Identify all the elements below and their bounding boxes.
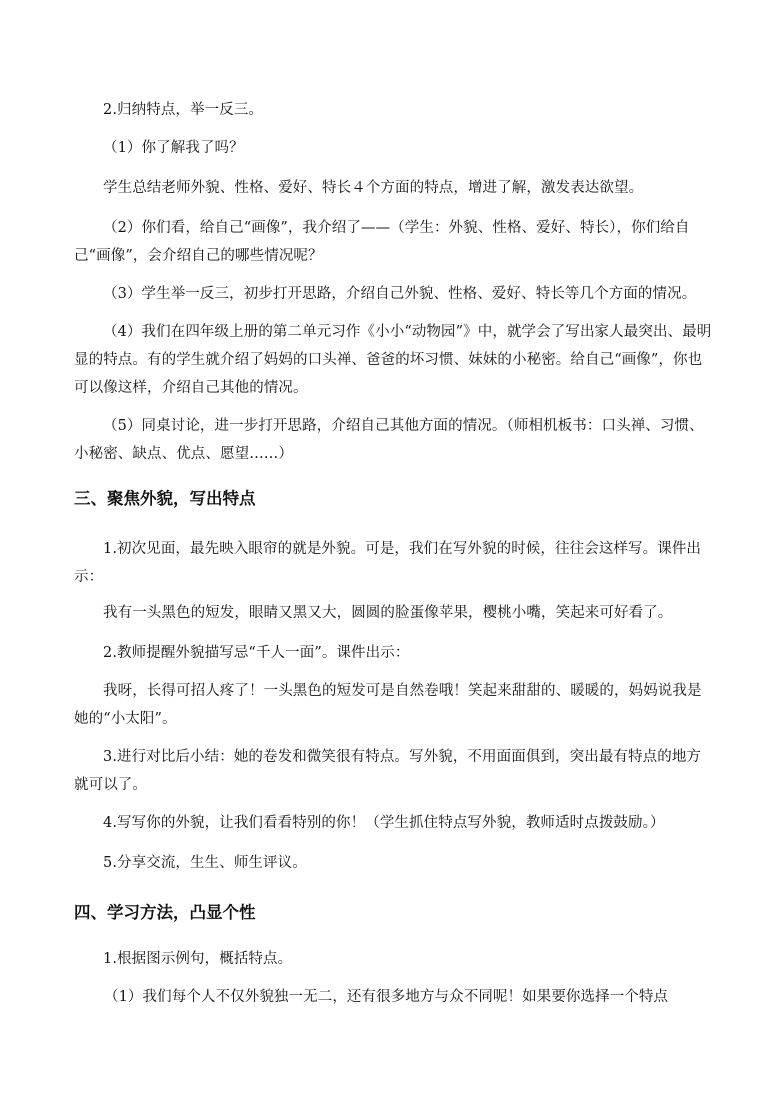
paragraph-write-appearance: 4.写写你的外貌，让我们看看特别的你！（学生抓住特点写外貌，教师适时点拨鼓励。）	[103, 815, 665, 831]
paragraph-question-3: （3）学生举一反三，初步打开思路，介绍自己外貌、性格、爱好、特长等几个方面的情况。	[103, 286, 697, 302]
paragraph-question-2: （2）你们看，给自己“画像”，我介绍了——（学生：外貌、性格、爱好、特长），你们给自己“画像”，会介绍自己的哪些情况呢？	[74, 220, 690, 264]
paragraph-student-summary: 学生总结老师外貌、性格、爱好、特长４个方面的特点，增进了解，激发表达欲望。	[103, 180, 644, 196]
paragraph-appearance-intro: 1.初次见面，最先映入眼帘的就是外貌。可是，我们在写外貌的时候，往往会这样写。课件出示：	[74, 541, 702, 585]
paragraph-question-1: （1）你了解我了吗？	[103, 140, 244, 156]
paragraph-question-5: （5）同桌讨论，进一步打开思路，介绍自己其他方面的情况。（师相机板书：口头禅、习惯、小秘密、缺点、优点、愿望……）	[74, 418, 704, 462]
paragraph-summarize-traits: 2.归纳特点，举一反三。	[103, 102, 264, 118]
section-heading-4: 四、学习方法，凸显个性	[74, 903, 256, 922]
paragraph-comparison-summary: 3.进行对比后小结：她的卷发和微笑很有特点。写外貌，不用面面俱到，突出最有特点的地方就可以了。	[74, 749, 702, 793]
paragraph-share-discuss: 5.分享交流，生生、师生评议。	[103, 855, 307, 871]
paragraph-unique-traits: （1）我们每个人不仅外貌独一无二，还有很多地方与众不同呢！如果要你选择一个特点	[104, 989, 669, 1005]
paragraph-example-1: 我有一头黑色的短发，眼睛又黑又大，圆圆的脸蛋像苹果，樱桃小嘴，笑起来可好看了。	[103, 605, 673, 621]
paragraph-question-4: （4）我们在四年级上册的第二单元习作《小小“动物园”》中，就学会了写出家人最突出、最明显的特点。有的学生就介绍了妈妈的口头禅、爸爸的坏习惯、妹妹的小秘密。给自己“画像”，你也可以像这样，介绍自己其他的情况。	[74, 324, 712, 396]
paragraph-teacher-reminder: 2.教师提醒外貌描写忌“千人一面”。课件出示：	[103, 645, 410, 661]
paragraph-summarize-by-example: 1.根据图示例句，概括特点。	[103, 951, 293, 967]
paragraph-example-2: 我呀，长得可招人疼了！一头黑色的短发可是自然卷哦！笑起来甜甜的、暖暖的，妈妈说我是她的“小太阳”。	[74, 683, 702, 727]
section-heading-3: 三、聚焦外貌，写出特点	[74, 489, 256, 508]
